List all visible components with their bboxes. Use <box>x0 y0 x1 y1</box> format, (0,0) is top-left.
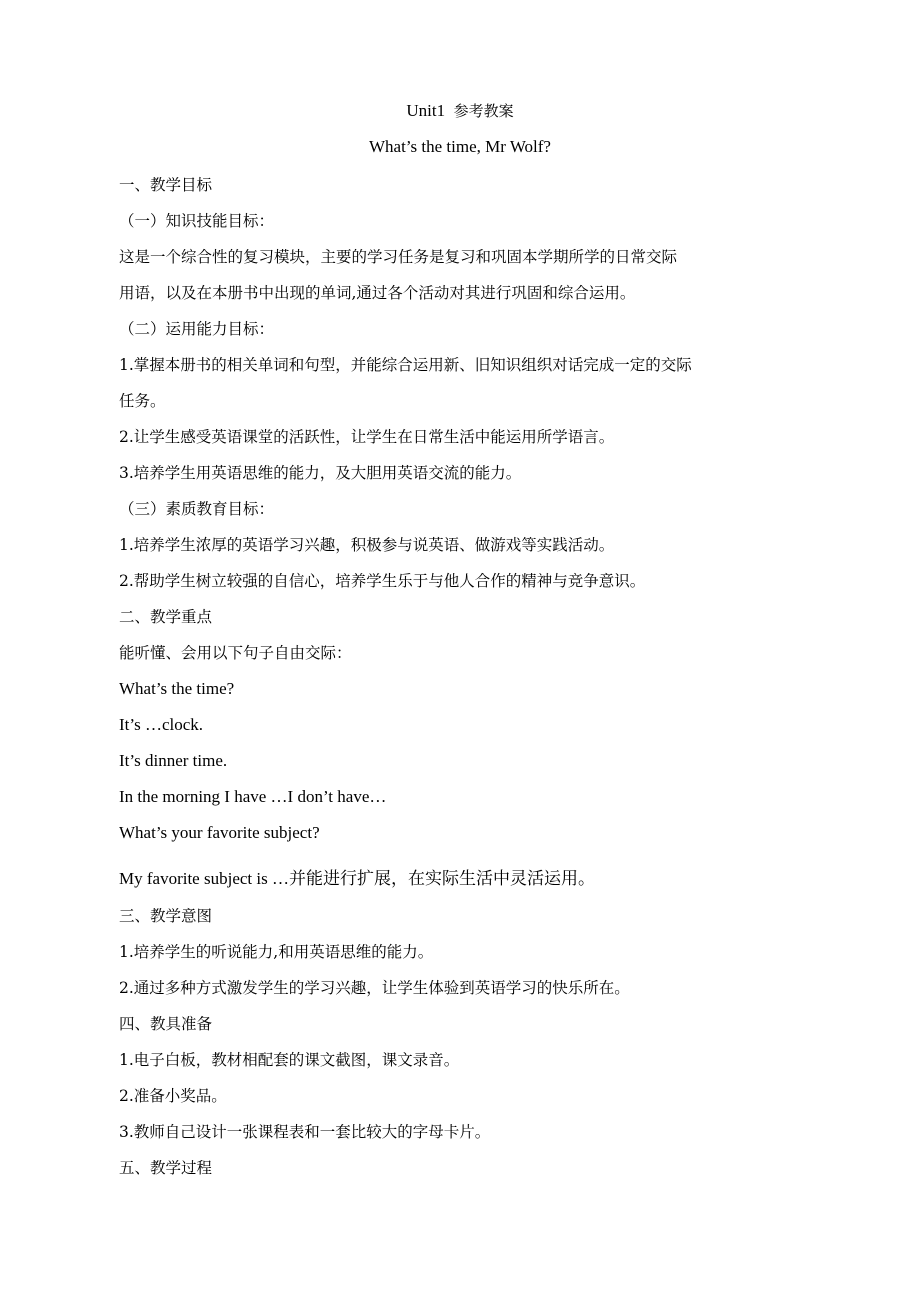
document-subtitle: What’s the time, Mr Wolf? <box>369 137 551 156</box>
list-item: 1.培养学生浓厚的英语学习兴趣，积极参与说英语、做游戏等实践活动。 <box>119 536 615 554</box>
sentence-pattern: It’s …clock. <box>119 715 204 734</box>
document-title <box>0 101 920 121</box>
list-item: 1.培养学生的听说能力,和用英语思维的能力。 <box>119 943 434 961</box>
title-label: 参考教案 <box>453 102 514 120</box>
paragraph-line: 能听懂、会用以下句子自由交际： <box>119 644 352 662</box>
list-item: 2.让学生感受英语课堂的活跃性，让学生在日常生活中能运用所学语言。 <box>119 428 615 446</box>
section-heading-objectives: 一、教学目标 <box>119 176 213 194</box>
list-item: 1.电子白板，教材相配套的课文截图，课文录音。 <box>119 1051 460 1069</box>
section-heading-process: 五、教学过程 <box>119 1159 213 1177</box>
list-item: 2.通过多种方式激发学生的学习兴趣，让学生体验到英语学习的快乐所在。 <box>119 979 630 997</box>
paragraph-line: 用语，以及在本册书中出现的单词,通过各个活动对其进行巩固和综合运用。 <box>119 284 636 302</box>
paragraph-line: 这是一个综合性的复习模块，主要的学习任务是复习和巩固本学期所学的日常交际 <box>119 248 678 266</box>
section-heading-key-points: 二、教学重点 <box>119 608 213 626</box>
list-item: 2.帮助学生树立较强的自信心，培养学生乐于与他人合作的精神与竞争意识。 <box>119 572 646 590</box>
section-heading-intent: 三、教学意图 <box>119 907 213 925</box>
list-item: 3.培养学生用英语思维的能力，及大胆用英语交流的能力。 <box>119 464 522 482</box>
title-unit: Unit1 <box>406 101 446 120</box>
section-heading-teaching-aids: 四、教具准备 <box>119 1015 213 1033</box>
sentence-pattern: What’s the time? <box>119 679 235 698</box>
list-item: 1.掌握本册书的相关单词和句型，并能综合运用新、旧知识组织对话完成一定的交际 <box>119 356 692 374</box>
list-item: 3.教师自己设计一张课程表和一套比较大的字母卡片。 <box>119 1123 491 1141</box>
sentence-pattern: In the morning I have …I don’t have… <box>119 787 387 806</box>
subheading-quality-education: （三）素质教育目标： <box>119 500 275 518</box>
list-item: 2.准备小奖品。 <box>119 1087 227 1105</box>
subheading-application-ability: （二）运用能力目标： <box>119 320 275 338</box>
list-item-continuation: 任务。 <box>119 392 166 410</box>
sentence-pattern: My favorite subject is …并能进行扩展，在实际生活中灵活运用。 <box>119 869 595 888</box>
subheading-knowledge-skills: （一）知识技能目标： <box>119 212 275 230</box>
sentence-pattern: It’s dinner time. <box>119 751 228 770</box>
sentence-pattern: What’s your favorite subject? <box>119 823 320 842</box>
